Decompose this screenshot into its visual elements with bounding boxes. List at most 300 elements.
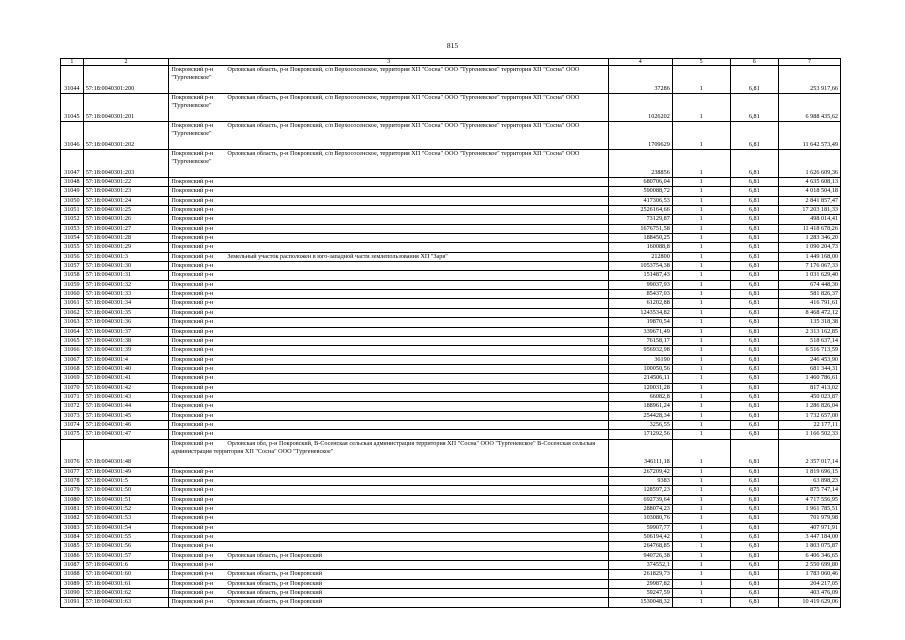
location-cell bbox=[169, 150, 609, 178]
cadastral-number: 57:18:0040301:22 bbox=[83, 178, 169, 187]
cadastral-number: 57:18:0040301:25 bbox=[83, 206, 169, 215]
area-value: 940726,38 bbox=[608, 551, 672, 560]
location-cell bbox=[169, 224, 609, 233]
cadastral-number: 57:18:0040301:50 bbox=[83, 486, 169, 495]
total-value: 10 419 629,06 bbox=[779, 598, 841, 607]
row-number: 31069 bbox=[61, 374, 84, 383]
table-row bbox=[61, 346, 841, 355]
column-5-value: 1 bbox=[672, 383, 730, 392]
column-5-value: 1 bbox=[672, 224, 730, 233]
location-cell bbox=[169, 280, 609, 289]
district: Покровский р-н bbox=[171, 467, 214, 475]
area-value: 171292,56 bbox=[608, 430, 672, 439]
total-value: 1 090 204,73 bbox=[779, 243, 841, 252]
area-value: 61202,88 bbox=[608, 299, 672, 308]
row-number: 31067 bbox=[61, 355, 84, 364]
area-value: 36190 bbox=[608, 355, 672, 364]
table-row bbox=[61, 523, 841, 532]
row-number: 31077 bbox=[61, 467, 84, 476]
column-5-value: 1 bbox=[672, 206, 730, 215]
table-row bbox=[61, 430, 841, 439]
table-row bbox=[61, 383, 841, 392]
location-cell bbox=[169, 327, 609, 336]
location-cell bbox=[169, 196, 609, 205]
total-value: 1 283 346,20 bbox=[779, 234, 841, 243]
row-number: 31053 bbox=[61, 224, 84, 233]
cadastral-number: 57:18:0040301:62 bbox=[83, 589, 169, 598]
column-number: 4 bbox=[608, 59, 672, 66]
cadastral-number: 57:18:0040301:52 bbox=[83, 505, 169, 514]
cadastral-number: 57:18:0040301:202 bbox=[83, 122, 169, 150]
area-value: 506194,42 bbox=[608, 533, 672, 542]
location-cell bbox=[169, 392, 609, 401]
address: Орловская область, р-н Покровский bbox=[227, 579, 323, 587]
rate-value: 6,81 bbox=[730, 514, 778, 523]
location-cell bbox=[169, 505, 609, 514]
location-cell bbox=[169, 598, 609, 607]
column-5-value: 1 bbox=[672, 430, 730, 439]
district: Покровский р-н bbox=[171, 271, 214, 279]
column-5-value: 1 bbox=[672, 346, 730, 355]
area-value: 59907,77 bbox=[608, 523, 672, 532]
table-row bbox=[61, 299, 841, 308]
district: Покровский р-н bbox=[171, 318, 214, 326]
location-cell bbox=[169, 336, 609, 345]
table-row bbox=[61, 420, 841, 429]
location-cell bbox=[169, 430, 609, 439]
cadastral-number: 57:18:0040301:4 bbox=[83, 355, 169, 364]
cadastral-number: 57:18:0040301:36 bbox=[83, 318, 169, 327]
address: Земельный участок расположен в юго-западной части землепользования ХП "Заря" bbox=[227, 252, 448, 260]
cadastral-number: 57:18:0040301:32 bbox=[83, 280, 169, 289]
cadastral-number: 57:18:0040301:57 bbox=[83, 551, 169, 560]
row-number: 31049 bbox=[61, 187, 84, 196]
table-row bbox=[61, 308, 841, 317]
rate-value: 6,81 bbox=[730, 430, 778, 439]
rate-value: 6,81 bbox=[730, 374, 778, 383]
location-cell bbox=[169, 187, 609, 196]
location-cell bbox=[169, 346, 609, 355]
cadastral-number: 57:18:0040301:33 bbox=[83, 290, 169, 299]
district: Покровский р-н bbox=[171, 542, 214, 550]
row-number: 31084 bbox=[61, 533, 84, 542]
location-cell bbox=[169, 66, 609, 94]
column-number: 7 bbox=[779, 59, 841, 66]
row-number: 31088 bbox=[61, 570, 84, 579]
row-number: 31056 bbox=[61, 252, 84, 261]
total-value: 11 642 573,49 bbox=[779, 122, 841, 150]
area-value: 160088,8 bbox=[608, 243, 672, 252]
location-cell bbox=[169, 579, 609, 588]
location-cell bbox=[169, 589, 609, 598]
table-row bbox=[61, 206, 841, 215]
area-value: 1530048,32 bbox=[608, 598, 672, 607]
table-row bbox=[61, 505, 841, 514]
location-cell bbox=[169, 542, 609, 551]
rate-value: 6,81 bbox=[730, 355, 778, 364]
district: Покровский р-н bbox=[171, 570, 214, 578]
table-row bbox=[61, 271, 841, 280]
area-value: 99037,93 bbox=[608, 280, 672, 289]
column-5-value: 1 bbox=[672, 533, 730, 542]
district: Покровский р-н bbox=[171, 299, 214, 307]
area-value: 59247,59 bbox=[608, 589, 672, 598]
total-value: 701 979,98 bbox=[779, 514, 841, 523]
district: Покровский р-н bbox=[171, 234, 214, 242]
column-5-value: 1 bbox=[672, 243, 730, 252]
row-number: 31078 bbox=[61, 476, 84, 485]
column-5-value: 1 bbox=[672, 551, 730, 560]
cadastral-number: 57:18:0040301:41 bbox=[83, 374, 169, 383]
table-row bbox=[61, 252, 841, 261]
rate-value: 6,81 bbox=[730, 262, 778, 271]
rate-value: 6,81 bbox=[730, 383, 778, 392]
row-number: 31058 bbox=[61, 271, 84, 280]
table-row bbox=[61, 336, 841, 345]
address: Орловская область, р-н Покровский bbox=[227, 589, 323, 597]
district: Покровский р-н bbox=[171, 486, 214, 494]
table-row bbox=[61, 589, 841, 598]
total-value: 3 447 184,00 bbox=[779, 533, 841, 542]
row-number: 31062 bbox=[61, 308, 84, 317]
cadastral-number: 57:18:0040301:40 bbox=[83, 364, 169, 373]
area-value: 120031,28 bbox=[608, 383, 672, 392]
cadastral-number: 57:18:0040301:60 bbox=[83, 570, 169, 579]
cadastral-number: 57:18:0040301:49 bbox=[83, 467, 169, 476]
location-cell bbox=[169, 523, 609, 532]
row-number: 31072 bbox=[61, 402, 84, 411]
location-cell bbox=[169, 215, 609, 224]
column-5-value: 1 bbox=[672, 271, 730, 280]
column-5-value: 1 bbox=[672, 392, 730, 401]
total-value: 253 917,66 bbox=[779, 66, 841, 94]
column-5-value: 1 bbox=[672, 542, 730, 551]
row-number: 31070 bbox=[61, 383, 84, 392]
cadastral-number: 57:18:0040301:61 bbox=[83, 579, 169, 588]
total-value: 674 448,30 bbox=[779, 280, 841, 289]
column-5-value: 1 bbox=[672, 252, 730, 261]
row-number: 31046 bbox=[61, 122, 84, 150]
row-number: 31073 bbox=[61, 411, 84, 420]
total-value: 518 637,14 bbox=[779, 336, 841, 345]
table-row bbox=[61, 392, 841, 401]
location-cell bbox=[169, 476, 609, 485]
area-value: 188961,24 bbox=[608, 402, 672, 411]
location-cell bbox=[169, 439, 609, 467]
row-number: 31082 bbox=[61, 514, 84, 523]
table-row bbox=[61, 374, 841, 383]
rate-value: 6,81 bbox=[730, 402, 778, 411]
area-value: 76158,17 bbox=[608, 336, 672, 345]
cadastral-number: 57:18:0040301:47 bbox=[83, 430, 169, 439]
table-row bbox=[61, 196, 841, 205]
rate-value: 6,81 bbox=[730, 476, 778, 485]
column-5-value: 1 bbox=[672, 570, 730, 579]
rate-value: 6,81 bbox=[730, 224, 778, 233]
total-value: 1 626 609,36 bbox=[779, 150, 841, 178]
rate-value: 6,81 bbox=[730, 271, 778, 280]
column-5-value: 1 bbox=[672, 234, 730, 243]
total-value: 1 286 826,04 bbox=[779, 402, 841, 411]
total-value: 817 413,02 bbox=[779, 383, 841, 392]
location-cell bbox=[169, 467, 609, 476]
rate-value: 6,81 bbox=[730, 252, 778, 261]
column-5-value: 1 bbox=[672, 420, 730, 429]
column-5-value: 1 bbox=[672, 327, 730, 336]
rate-value: 6,81 bbox=[730, 308, 778, 317]
total-value: 6 406 346,65 bbox=[779, 551, 841, 560]
rate-value: 6,81 bbox=[730, 533, 778, 542]
district: Покровский р-н bbox=[171, 308, 214, 316]
column-number: 2 bbox=[83, 59, 169, 66]
row-number: 31057 bbox=[61, 262, 84, 271]
rate-value: 6,81 bbox=[730, 392, 778, 401]
district: Покровский р-н bbox=[171, 374, 214, 382]
rate-value: 6,81 bbox=[730, 187, 778, 196]
area-value: 590088,72 bbox=[608, 187, 672, 196]
column-5-value: 1 bbox=[672, 561, 730, 570]
total-value: 22 177,11 bbox=[779, 420, 841, 429]
column-5-value: 1 bbox=[672, 336, 730, 345]
column-5-value: 1 bbox=[672, 308, 730, 317]
column-5-value: 1 bbox=[672, 187, 730, 196]
table-row bbox=[61, 150, 841, 178]
cadastral-number: 57:18:0040301:43 bbox=[83, 392, 169, 401]
area-value: 1243534,82 bbox=[608, 308, 672, 317]
column-5-value: 1 bbox=[672, 598, 730, 607]
cadastral-number: 57:18:0040301:42 bbox=[83, 383, 169, 392]
total-value: 17 203 181,33 bbox=[779, 206, 841, 215]
table-row bbox=[61, 178, 841, 187]
column-number: 3 bbox=[169, 59, 609, 66]
table-row bbox=[61, 262, 841, 271]
district: Покровский р-н bbox=[171, 505, 214, 512]
cadastral-number: 57:18:0040301:44 bbox=[83, 402, 169, 411]
area-value: 1676751,58 bbox=[608, 224, 672, 233]
rate-value: 6,81 bbox=[730, 290, 778, 299]
column-5-value: 1 bbox=[672, 262, 730, 271]
total-value: 2 313 162,85 bbox=[779, 327, 841, 336]
row-number: 31075 bbox=[61, 430, 84, 439]
location-cell bbox=[169, 94, 609, 122]
rate-value: 6,81 bbox=[730, 495, 778, 504]
column-5-value: 1 bbox=[672, 579, 730, 588]
column-5-value: 1 bbox=[672, 467, 730, 476]
district: Покровский р-н bbox=[171, 336, 214, 344]
cadastral-number: 57:18:0040301:201 bbox=[83, 94, 169, 122]
rate-value: 6,81 bbox=[730, 486, 778, 495]
total-value: 63 898,23 bbox=[779, 476, 841, 485]
column-5-value: 1 bbox=[672, 290, 730, 299]
district: Покровский р-н bbox=[171, 364, 214, 372]
row-number: 31048 bbox=[61, 178, 84, 187]
rate-value: 6,81 bbox=[730, 579, 778, 588]
area-value: 85437,03 bbox=[608, 290, 672, 299]
column-5-value: 1 bbox=[672, 196, 730, 205]
cadastral-number: 57:18:0040301:28 bbox=[83, 234, 169, 243]
total-value: 1 961 785,51 bbox=[779, 505, 841, 514]
column-5-value: 1 bbox=[672, 514, 730, 523]
table-row bbox=[61, 533, 841, 542]
total-value: 135 318,38 bbox=[779, 318, 841, 327]
rate-value: 6,81 bbox=[730, 561, 778, 570]
cadastral-number: 57:18:0040301:24 bbox=[83, 196, 169, 205]
cadastral-number: 57:18:0040301:48 bbox=[83, 439, 169, 467]
column-5-value: 1 bbox=[672, 94, 730, 122]
row-number: 31091 bbox=[61, 598, 84, 607]
row-number: 31085 bbox=[61, 542, 84, 551]
row-number: 31089 bbox=[61, 579, 84, 588]
table-row bbox=[61, 364, 841, 373]
row-number: 31083 bbox=[61, 523, 84, 532]
area-value: 346111,18 bbox=[608, 439, 672, 467]
area-value: 214506,11 bbox=[608, 374, 672, 383]
rate-value: 6,81 bbox=[730, 206, 778, 215]
district: Покровский р-н bbox=[171, 196, 214, 204]
cadastral-number: 57:18:0040301:3 bbox=[83, 252, 169, 261]
cadastral-number: 57:18:0040301:46 bbox=[83, 420, 169, 429]
area-value: 9383 bbox=[608, 476, 672, 485]
table-row bbox=[61, 355, 841, 364]
total-value: 1 732 657,00 bbox=[779, 411, 841, 420]
rate-value: 6,81 bbox=[730, 551, 778, 560]
total-value: 6 516 713,59 bbox=[779, 346, 841, 355]
row-number: 31055 bbox=[61, 243, 84, 252]
district: Покровский р-н bbox=[171, 224, 214, 232]
rate-value: 6,81 bbox=[730, 280, 778, 289]
table-row bbox=[61, 402, 841, 411]
row-number: 31079 bbox=[61, 486, 84, 495]
district: Покровский р-н bbox=[171, 94, 214, 101]
area-value: 100050,56 bbox=[608, 364, 672, 373]
row-number: 31076 bbox=[61, 439, 84, 467]
location-cell bbox=[169, 364, 609, 373]
district: Покровский р-н bbox=[171, 523, 214, 531]
location-cell bbox=[169, 551, 609, 560]
cadastral-number: 57:18:0040301:56 bbox=[83, 542, 169, 551]
address: Орловская область, р-н Покровский, с/п Верхососенское, территория ХП "Сосна" ООО "Тургеневское" территория ХП "Сосна" ООО "Тургеневское" bbox=[171, 122, 580, 138]
location-cell bbox=[169, 495, 609, 504]
column-5-value: 1 bbox=[672, 66, 730, 94]
district: Покровский р-н bbox=[171, 495, 214, 503]
rate-value: 6,81 bbox=[730, 467, 778, 476]
cadastral-number: 57:18:0040301:27 bbox=[83, 224, 169, 233]
address: Орловская область, р-н Покровский, с/п Верхососенское, территория ХП "Сосна" ООО "Тургеневское" территория ХП "Сосна" ООО "Тургеневское" bbox=[171, 150, 580, 166]
row-number: 31066 bbox=[61, 346, 84, 355]
district: Покровский р-н bbox=[171, 598, 214, 606]
table-row bbox=[61, 561, 841, 570]
total-value: 4 018 504,18 bbox=[779, 187, 841, 196]
column-number: 6 bbox=[730, 59, 778, 66]
total-value: 8 468 472,12 bbox=[779, 308, 841, 317]
column-5-value: 1 bbox=[672, 523, 730, 532]
total-value: 6 988 435,62 bbox=[779, 94, 841, 122]
table-row bbox=[61, 243, 841, 252]
column-5-value: 1 bbox=[672, 374, 730, 383]
cadastral-number: 57:18:0040301:26 bbox=[83, 215, 169, 224]
column-5-value: 1 bbox=[672, 122, 730, 150]
total-value: 450 023,87 bbox=[779, 392, 841, 401]
district: Покровский р-н bbox=[171, 383, 214, 391]
column-5-value: 1 bbox=[672, 355, 730, 364]
total-value: 2 357 017,14 bbox=[779, 439, 841, 467]
column-5-value: 1 bbox=[672, 495, 730, 504]
row-number: 31054 bbox=[61, 234, 84, 243]
district: Покровский р-н bbox=[171, 262, 214, 270]
location-cell bbox=[169, 533, 609, 542]
rate-value: 6,81 bbox=[730, 336, 778, 345]
area-value: 29987,82 bbox=[608, 579, 672, 588]
rate-value: 6,81 bbox=[730, 589, 778, 598]
column-5-value: 1 bbox=[672, 215, 730, 224]
cadastral-number: 57:18:0040301:63 bbox=[83, 598, 169, 607]
row-number: 31044 bbox=[61, 66, 84, 94]
table-row bbox=[61, 122, 841, 150]
column-5-value: 1 bbox=[672, 476, 730, 485]
area-value: 238856 bbox=[608, 150, 672, 178]
total-value: 11 418 678,26 bbox=[779, 224, 841, 233]
cadastral-number: 57:18:0040301:54 bbox=[83, 523, 169, 532]
table-row bbox=[61, 495, 841, 504]
rate-value: 6,81 bbox=[730, 196, 778, 205]
total-value: 498 014,41 bbox=[779, 215, 841, 224]
total-value: 1 460 786,61 bbox=[779, 374, 841, 383]
location-cell bbox=[169, 206, 609, 215]
location-cell bbox=[169, 402, 609, 411]
rate-value: 6,81 bbox=[730, 122, 778, 150]
table-row bbox=[61, 215, 841, 224]
area-value: 128597,23 bbox=[608, 486, 672, 495]
area-value: 188450,25 bbox=[608, 234, 672, 243]
district: Покровский р-н bbox=[171, 243, 214, 251]
address: Орловская область, р-н Покровский bbox=[227, 570, 323, 578]
table-row bbox=[61, 551, 841, 560]
cadastral-number: 57:18:0040301:55 bbox=[83, 533, 169, 542]
row-number: 31061 bbox=[61, 299, 84, 308]
total-value: 407 971,91 bbox=[779, 523, 841, 532]
address: Орловская обл, р-н Покровский, В-Сосенская сельская администрация территория ХП "Сосна" ООО "Тургеневское" В-Сосенская сельская администрация территория ХП "Сосна" ООО "Тургеневское" bbox=[171, 439, 596, 455]
location-cell bbox=[169, 290, 609, 299]
table-row bbox=[61, 66, 841, 94]
area-value: 2526164,66 bbox=[608, 206, 672, 215]
rate-value: 6,81 bbox=[730, 150, 778, 178]
area-value: 374552,1 bbox=[608, 561, 672, 570]
cadastral-number: 57:18:0040301:34 bbox=[83, 299, 169, 308]
area-value: 680706,04 bbox=[608, 178, 672, 187]
cadastral-number: 57:18:0040301:45 bbox=[83, 411, 169, 420]
rate-value: 6,81 bbox=[730, 570, 778, 579]
location-cell bbox=[169, 514, 609, 523]
total-value: 4 635 608,13 bbox=[779, 178, 841, 187]
area-value: 66082,8 bbox=[608, 392, 672, 401]
rate-value: 6,81 bbox=[730, 364, 778, 373]
row-number: 31071 bbox=[61, 392, 84, 401]
district: Покровский р-н bbox=[171, 579, 214, 587]
total-value: 246 453,90 bbox=[779, 355, 841, 364]
table-row bbox=[61, 290, 841, 299]
table-row bbox=[61, 467, 841, 476]
district: Покровский р-н bbox=[171, 122, 214, 129]
cadastral-number: 57:18:0040301:51 bbox=[83, 495, 169, 504]
district: Покровский р-н bbox=[171, 430, 214, 438]
area-value: 692739,64 bbox=[608, 495, 672, 504]
area-value: 103080,76 bbox=[608, 514, 672, 523]
area-value: 73129,87 bbox=[608, 215, 672, 224]
area-value: 417306,53 bbox=[608, 196, 672, 205]
district: Покровский р-н bbox=[171, 187, 214, 195]
column-5-value: 1 bbox=[672, 150, 730, 178]
total-value: 1 449 168,00 bbox=[779, 252, 841, 261]
